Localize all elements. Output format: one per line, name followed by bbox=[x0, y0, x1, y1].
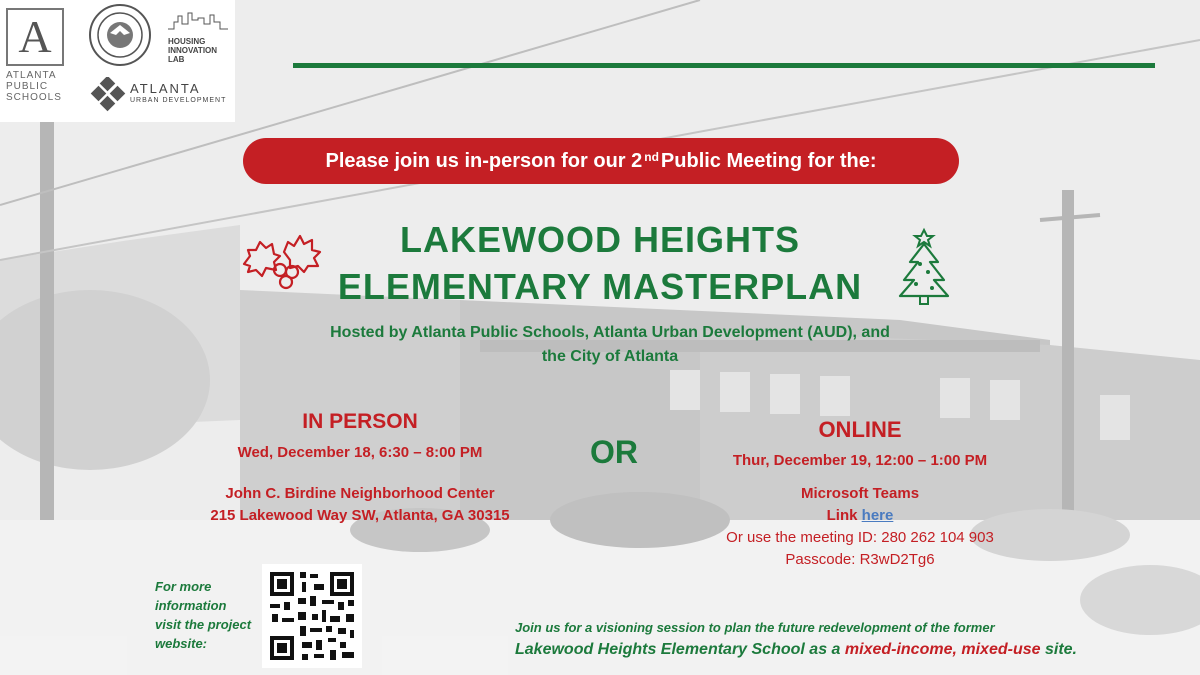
online-link-prefix: Link bbox=[826, 507, 858, 524]
in-person-heading: IN PERSON bbox=[302, 410, 418, 433]
online-heading: ONLINE bbox=[818, 417, 902, 442]
aud-logo-name: ATLANTA bbox=[130, 81, 201, 96]
online-passcode: Passcode: R3wD2Tg6 bbox=[785, 551, 935, 568]
hosted-by bbox=[270, 321, 950, 369]
more-info-text bbox=[155, 577, 265, 653]
more-info-line-2: information bbox=[155, 598, 227, 613]
online-platform: Microsoft Teams bbox=[800, 485, 920, 502]
hosted-line-1: Hosted by Atlanta Public Schools, Atlanta Urban Development (AUD), and bbox=[330, 324, 890, 341]
online-meeting-id: Or use the meeting ID: 280 262 104 903 bbox=[726, 529, 994, 546]
banner-ordinal-suffix: nd bbox=[644, 150, 659, 164]
in-person-venue: John C. Birdine Neighborhood Center bbox=[225, 485, 495, 502]
aps-logo bbox=[6, 8, 76, 103]
more-info-line-3: visit the project bbox=[155, 617, 252, 632]
more-info-line-4: website: bbox=[155, 636, 208, 651]
title-line-1: LAKEWOOD HEIGHTS bbox=[400, 219, 800, 260]
housing-innovation-lab-logo bbox=[168, 10, 228, 64]
event-title bbox=[280, 216, 920, 310]
invitation-banner bbox=[243, 138, 959, 184]
aps-a-mark: A bbox=[6, 8, 64, 66]
more-info-line-1: For more bbox=[155, 579, 212, 594]
footer-line-2-start: Lakewood Heights Elementary School as a bbox=[515, 641, 841, 658]
hil-logo-text: HOUSING INNOVATION LAB bbox=[168, 37, 218, 64]
footer-line-2 bbox=[515, 638, 1195, 662]
footer-line-1: Join us for a visioning session to plan the future redevelopment of the former bbox=[515, 620, 995, 635]
title-line-2: ELEMENTARY MASTERPLAN bbox=[337, 266, 863, 307]
in-person-address: 215 Lakewood Way SW, Atlanta, GA 30315 bbox=[210, 507, 510, 524]
green-divider bbox=[293, 63, 1155, 68]
city-seal-icon bbox=[88, 3, 152, 67]
or-separator: OR bbox=[590, 434, 638, 470]
footer-line-2-end: site. bbox=[1044, 641, 1077, 658]
aps-logo-text: ATLANTA PUBLIC SCHOOLS bbox=[6, 70, 62, 103]
footer-highlight: mixed-income, mixed-use bbox=[844, 641, 1041, 658]
aud-logo bbox=[90, 75, 230, 115]
in-person-date: Wed, December 18, 6:30 – 8:00 PM bbox=[237, 444, 483, 461]
logo-panel bbox=[0, 0, 235, 122]
teams-meeting-link[interactable]: here bbox=[861, 507, 894, 524]
banner-text-end: Public Meeting for the: bbox=[660, 149, 877, 172]
banner-text-start: Please join us in-person for our 2 bbox=[325, 149, 643, 172]
footer-message bbox=[515, 618, 1195, 662]
aud-logo-sub: URBAN DEVELOPMENT bbox=[130, 97, 227, 104]
online-date: Thur, December 19, 12:00 – 1:00 PM bbox=[732, 452, 988, 469]
hosted-line-2: the City of Atlanta bbox=[541, 348, 679, 365]
qr-code-icon[interactable] bbox=[262, 564, 362, 668]
skyline-icon bbox=[168, 10, 228, 30]
aud-diamond-icon bbox=[90, 77, 126, 113]
online-link-line bbox=[680, 505, 1040, 527]
online-section bbox=[680, 416, 1040, 571]
in-person-section bbox=[190, 408, 530, 527]
